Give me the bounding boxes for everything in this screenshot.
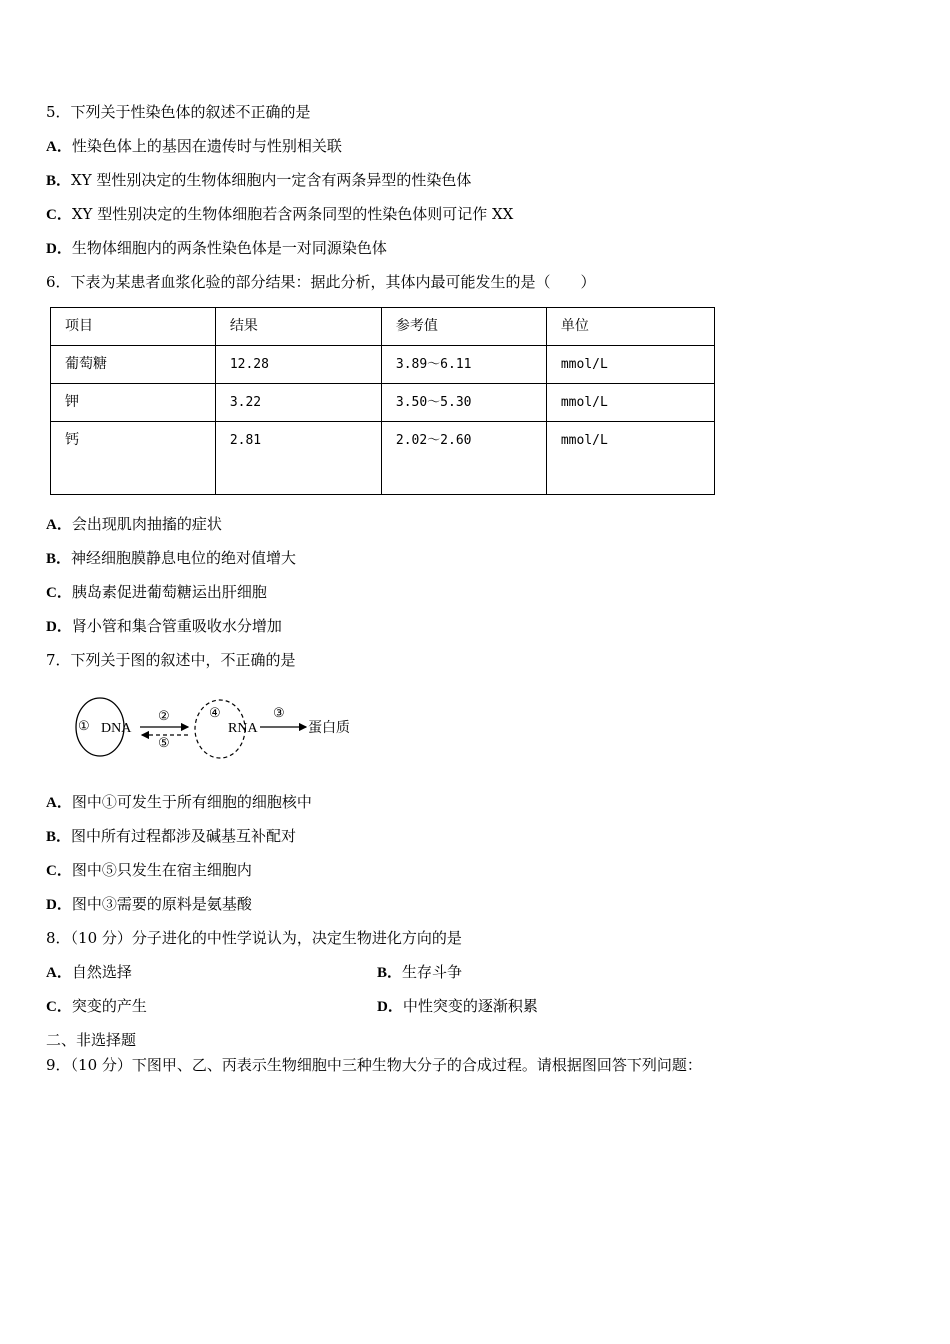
q8-option-b — [377, 962, 462, 983]
label-n5: ⑤ — [158, 735, 170, 750]
q8-option-c — [46, 996, 147, 1017]
option-label: A． — [46, 795, 72, 811]
q6-stem: 6．下表为某患者血浆化验的部分结果：据此分析，其体内最可能发生的是（ ） — [46, 273, 596, 291]
option-text: 中性突变的逐渐积累 — [402, 997, 538, 1015]
option-text: 突变的产生 — [71, 997, 147, 1015]
table-header-cell: 参考值 — [381, 308, 546, 346]
option-label: B． — [377, 965, 403, 981]
central-dogma-diagram — [70, 695, 370, 765]
option-label: C． — [46, 999, 72, 1015]
option-label: D． — [46, 241, 72, 257]
option-text: 图中③需要的原料是氨基酸 — [71, 895, 252, 913]
option-text: 会出现肌肉抽搐的症状 — [71, 515, 222, 533]
option-label: B． — [46, 173, 72, 189]
q5-option-d — [46, 238, 387, 259]
table-cell: 2.81 — [215, 422, 381, 495]
option-text: 图中所有过程都涉及碱基互补配对 — [71, 827, 297, 845]
q8-option-d — [377, 996, 538, 1017]
q6-option-b — [46, 548, 296, 569]
q7-option-a — [46, 792, 312, 813]
table-cell: 葡萄糖 — [51, 346, 216, 384]
q5-option-b — [46, 170, 471, 191]
q5-stem: 5．下列关于性染色体的叙述不正确的是 — [46, 103, 311, 121]
option-label: C． — [46, 207, 72, 223]
option-text: XY 型性别决定的生物体细胞内一定含有两条异型的性染色体 — [71, 171, 472, 189]
option-text: 性染色体上的基因在遗传时与性别相关联 — [71, 137, 342, 155]
table-header-cell: 单位 — [546, 308, 714, 346]
q8-stem: 8．（10 分）分子进化的中性学说认为，决定生物进化方向的是 — [46, 929, 462, 947]
label-n1: ① — [78, 718, 90, 733]
label-protein: 蛋白质 — [308, 720, 350, 736]
option-text: 图中⑤只发生在宿主细胞内 — [71, 861, 252, 879]
table-cell: 钾 — [51, 384, 216, 422]
option-label: C． — [46, 863, 72, 879]
option-label: A． — [46, 965, 72, 981]
table-cell: 3.22 — [215, 384, 381, 422]
label-n2: ② — [158, 708, 170, 723]
label-dna: DNA — [101, 721, 132, 736]
option-text: 自然选择 — [71, 963, 132, 981]
option-text: 肾小管和集合管重吸收水分增加 — [71, 617, 282, 635]
table-row — [51, 422, 715, 495]
q7-stem: 7．下列关于图的叙述中，不正确的是 — [46, 651, 296, 669]
option-text: 生物体细胞内的两条性染色体是一对同源染色体 — [71, 239, 387, 257]
table-cell: 3.50～5.30 — [381, 384, 546, 422]
table-cell: 3.89～6.11 — [381, 346, 546, 384]
label-n4: ④ — [209, 705, 221, 720]
q6-option-d — [46, 616, 282, 637]
table-row — [51, 346, 715, 384]
option-text: 生存斗争 — [402, 963, 463, 981]
q7-option-d — [46, 894, 252, 915]
section-heading: 二、非选择题 — [46, 1031, 137, 1049]
q5-option-c — [46, 204, 513, 225]
option-text: 图中①可发生于所有细胞的细胞核中 — [71, 793, 312, 811]
option-label: D． — [46, 897, 72, 913]
table-header-row — [51, 308, 715, 346]
lab-results-table — [50, 307, 715, 495]
table-row — [51, 384, 715, 422]
q5-option-a — [46, 136, 342, 157]
table-header-cell: 项目 — [51, 308, 216, 346]
table-header-cell: 结果 — [215, 308, 381, 346]
label-rna: RNA — [228, 721, 258, 736]
option-label: A． — [46, 517, 72, 533]
table-cell: mmol/L — [546, 422, 714, 495]
table-cell: 2.02～2.60 — [381, 422, 546, 495]
option-label: B． — [46, 551, 72, 567]
option-text: XY 型性别决定的生物体细胞若含两条同型的性染色体则可记作 XX — [71, 205, 514, 223]
label-n3: ③ — [273, 705, 285, 720]
option-label: A． — [46, 139, 72, 155]
table-cell: 钙 — [51, 422, 216, 495]
option-text: 神经细胞膜静息电位的绝对值增大 — [71, 549, 297, 567]
q7-option-b — [46, 826, 296, 847]
table-cell: mmol/L — [546, 346, 714, 384]
table-cell: 12.28 — [215, 346, 381, 384]
option-label: D． — [46, 619, 72, 635]
option-text: 胰岛素促进葡萄糖运出肝细胞 — [71, 583, 267, 601]
option-label: D． — [377, 999, 403, 1015]
q6-option-c — [46, 582, 267, 603]
q9-stem: 9．（10 分）下图甲、乙、丙表示生物细胞中三种生物大分子的合成过程。请根据图回答下列问题： — [46, 1056, 702, 1074]
q8-option-a — [46, 962, 132, 983]
q6-option-a — [46, 514, 222, 535]
option-label: C． — [46, 585, 72, 601]
table-cell: mmol/L — [546, 384, 714, 422]
q7-option-c — [46, 860, 252, 881]
option-label: B． — [46, 829, 72, 845]
